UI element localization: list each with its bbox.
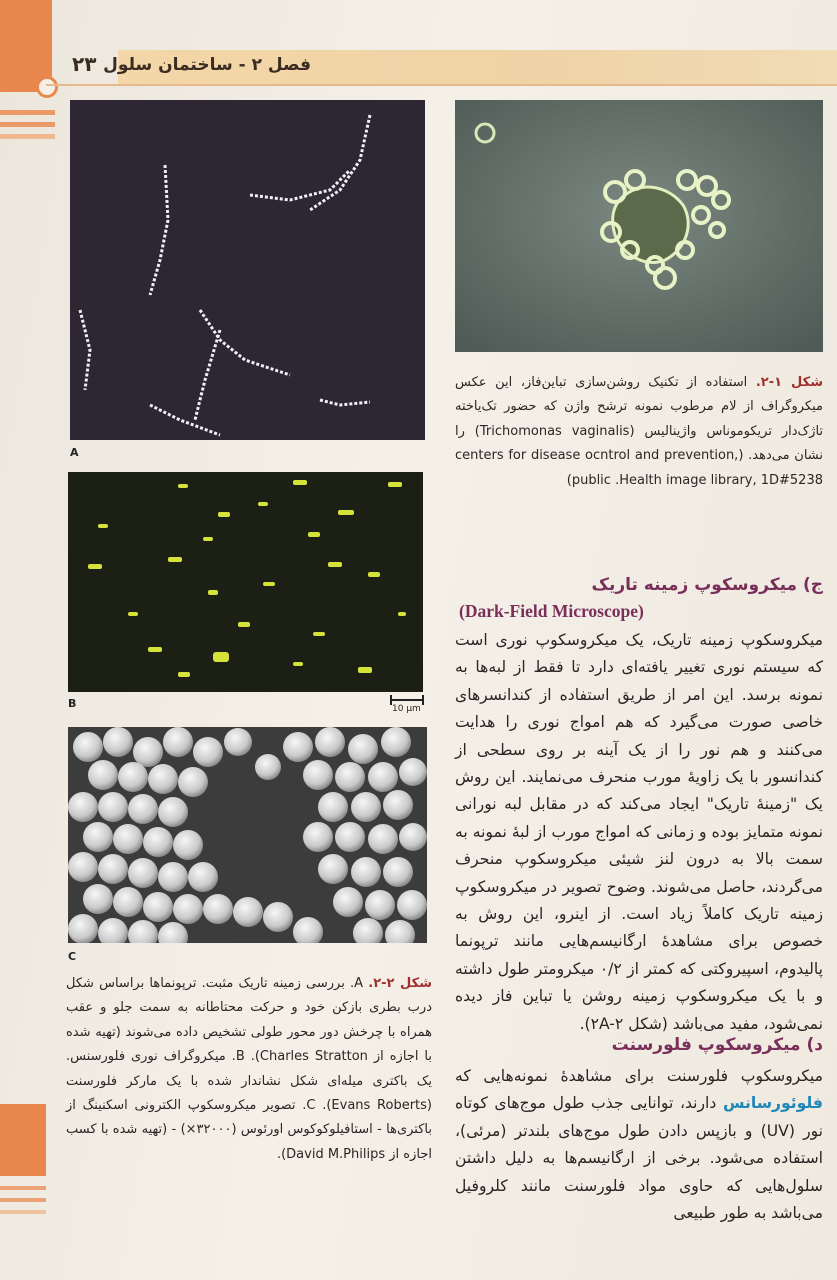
page-edge-tab-bottom	[0, 1104, 46, 1176]
scale-bar	[388, 694, 428, 714]
figure-2-1-label: شکل ۱-۲.	[755, 375, 823, 390]
edge-stripe	[0, 1198, 46, 1202]
fluorescence-micrograph-b	[68, 472, 423, 692]
panel-label-c: C	[68, 950, 77, 963]
figure-2-1-text: استفاده از تکنیک روشن‌سازی تباین‌فاز، این عکس میکروگراف از لام مرطوب نمونه ترشح واژن که حضور تک‌یاخته تاژک‌دار تریکوموناس واژینالیس (Trichomonas vaginalis) را نشان می‌دهد. (centers for disease ocntrol and prevention, public .Health image library, 1D#5238)	[455, 375, 824, 488]
panel-label-b: B	[68, 697, 77, 710]
section-heading-fluorescence: د) میکروسکوپ فلورسنت	[611, 1035, 823, 1055]
figure-2-2-text: A. بررسی زمینه تاریک مثبت. ترپونماها براساس شکل درب بطری بازکن خود و حرکت محتاطانه به سمت جلو و عقب همراه با چرخش دور محور طولی تشخیص داده می‌شوند (تهیه شده با اجازه از Charles Stratton). B. میکروگراف نوری فلورسنس. یک باکتری میله‌ای شکل نشاندار شده با یک مارکر فلورسنت (Evans Roberts). C. تصویر میکروسکوپ الکترونی اسکنینگ از باکتری‌ها - استافیلوکوکوس اورئوس (۳۲۰۰۰×) - (تهیه شده با کسب اجازه از David M.Philips).	[66, 976, 432, 1162]
edge-stripe	[0, 122, 55, 127]
header-rule	[46, 84, 837, 86]
scale-bar-label: 10 µm	[392, 704, 421, 714]
edge-stripe	[0, 110, 55, 115]
dark-field-paragraph	[455, 627, 823, 1038]
section-heading-dark-field: ج) میکروسکوپ زمینه تاریک	[591, 575, 823, 595]
figure-2-2-label: شکل ۲-۲.	[368, 976, 432, 991]
fluorescence-term: فلوئورسانس	[722, 1094, 823, 1113]
fluorescence-text-end: دارند، توانایی جذب طول موج‌های کوتاه نور (UV) و بازپس دادن طول موج‌های بلندتر (مرئی)، استفاده می‌شود. برخی از ارگانیسم‌ها به دلیل داشتن سلول‌هایی که حاوی مواد فلورسنت مانند کلروفیل می‌باشد به طور طبیعی	[455, 1094, 824, 1223]
section-heading-latin: (Dark-Field Microscope)	[459, 601, 644, 621]
phase-contrast-micrograph	[455, 100, 823, 352]
edge-stripe	[0, 1186, 46, 1190]
scale-bar-line	[390, 699, 424, 701]
edge-ring-ornament	[36, 76, 58, 98]
edge-stripe	[0, 134, 55, 139]
figure-2-2-caption	[66, 972, 432, 1167]
dark-field-micrograph-a	[70, 100, 425, 440]
fluorescence-paragraph	[455, 1063, 823, 1227]
panel-label-a: A	[70, 446, 79, 459]
fluorescence-text-start: میکروسکوپ فلورسنت برای مشاهدهٔ نمونه‌هایی که	[455, 1067, 823, 1085]
figure-2-1-caption	[455, 371, 823, 493]
page-number: ۲۳	[72, 52, 97, 76]
sem-micrograph-c	[68, 727, 427, 943]
dark-field-text: میکروسکوپ زمینه تاریک، یک میکروسکوپ نوری است که سیستم نوری تغییر یافته‌ای دارد تا فقط از لبه‌ها به نمونه برسد. این امر از طریق استفاده از کندانسرهای خاصی صورت می‌گیرد که هم امواج نوری را هدایت می‌کنند و هم نور را از یک آینه بر روی سطحی از کندانسور با یک زاویهٔ مورب منحرف می‌نمایند. این روش یک "زمینهٔ تاریک" ایجاد می‌کند که در مقابل لبه نورانی نمونه متمایز بوده و زمانی که امواج مورب از لبهٔ نمونه به سمت بالا به درون لنز شیئی میکروسکوپ منحرف می‌گردند، حاصل می‌شوند. وضوح تصویر در میکروسکوپ زمینه تاریک کاملاً زیاد است. از اینرو، این روش به خصوص برای مشاهدهٔ ارگانیسم‌هایی مانند ترپونما پالیدوم، اسپیروکتی که کمتر از ۰/۲ میکرومتر طول داشته و با یک میکروسکوپ زمینه روشن یا تباین فاز دیده نمی‌شود، مفید می‌باشد (شکل ۲A-۲).	[455, 631, 824, 1033]
chapter-title: فصل ۲ - ساختمان سلول	[103, 55, 311, 75]
edge-stripe	[0, 1210, 46, 1214]
